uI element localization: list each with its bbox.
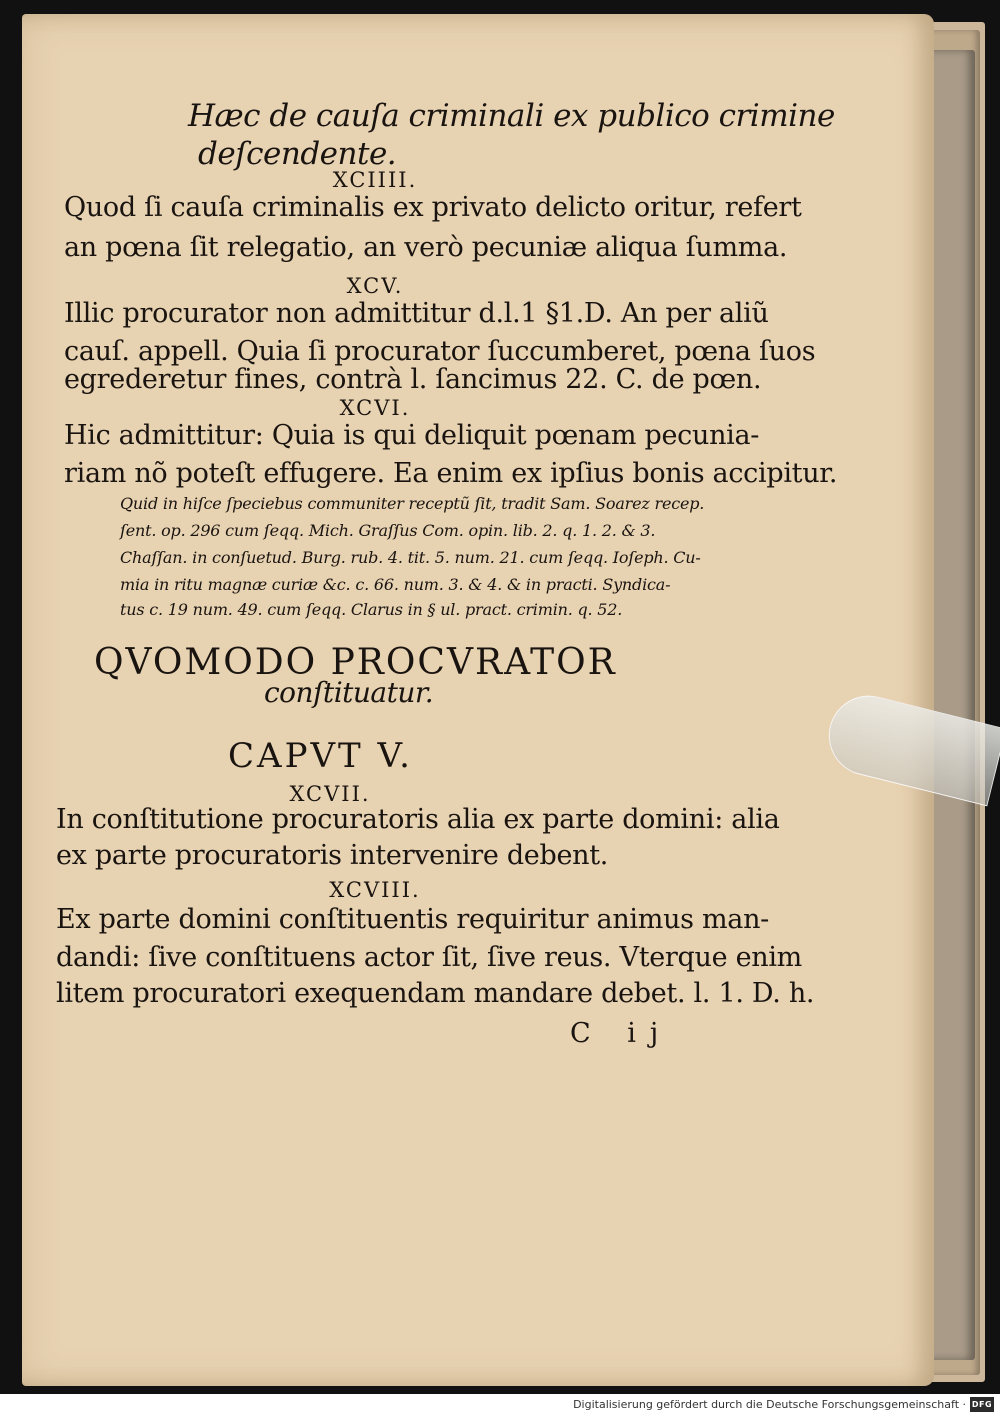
note-line: tus c. 19 num. 49. cum ſeqq. Clarus in § ul. pract. crimin. q. 52. — [120, 600, 623, 619]
note-line: Quid in hiſce ſpeciebus communiter receptũ ſit, tradit Sam. Soarez recep. — [120, 494, 705, 513]
footer-credit: Digitalisierung gefördert durch die Deutsche Forschungsgemeinschaft · — [573, 1398, 966, 1411]
body-line: litem procuratori exequendam mandare debet. l. 1. D. h. — [56, 978, 815, 1009]
footer-bar — [0, 1394, 1000, 1416]
body-line: riam nõ poteſt effugere. Ea enim ex ipſius bonis accipitur. — [64, 458, 838, 489]
body-line: cauſ. appell. Quia ſi procurator ſuccumberet, pœna ſuos — [64, 336, 816, 367]
note-line: ſent. op. 296 cum ſeqq. Mich. Graſſus Com. opin. lib. 2. q. 1. 2. & 3. — [120, 521, 656, 540]
body-line: an pœna ſit relegatio, an verò pecuniæ aliqua ſumma. — [64, 232, 788, 263]
section-numeral: XCVII. — [289, 782, 371, 806]
chapter-subtitle: conſtituatur. — [264, 676, 434, 709]
section-numeral: XCVI. — [339, 396, 411, 420]
section-numeral: XCIIII. — [332, 168, 418, 192]
body-line: ex parte procuratoris intervenire debent. — [56, 840, 609, 871]
body-line: Illic procurator non admittitur d.l.1 §1.D. An per aliũ — [64, 298, 769, 329]
chapter-number: CAPVT V. — [228, 736, 413, 776]
section-numeral: XCVIII. — [329, 878, 421, 902]
body-line: Ex parte domini conſtituentis requiritur animus man- — [56, 904, 770, 935]
note-line: Chaſſan. in conſuetud. Burg. rub. 4. tit. 5. num. 21. cum ſeqq. Ioſeph. Cu- — [120, 548, 701, 567]
body-line: Hic admittitur: Quia is qui deliquit pœnam pecunia- — [64, 420, 760, 451]
chapter-title: QVOMODO PROCVRATOR — [94, 642, 617, 683]
note-line: mia in ritu magnæ curiæ &c. c. 66. num. 3. & 4. & in practi. Syndica- — [120, 575, 671, 594]
body-line: egrederetur fines, contrà l. ſancimus 22. C. de pœn. — [64, 364, 762, 395]
body-line: In conſtitutione procuratoris alia ex parte domini: alia — [56, 804, 780, 835]
signature-mark: C ij — [570, 1018, 673, 1049]
body-line: dandi: ſive conſtituens actor ſit, ſive reus. Vterque enim — [56, 942, 802, 973]
heading-line: Hæc de cauſa criminali ex publico crimine — [188, 98, 835, 134]
heading-line: deſcendente. — [198, 136, 397, 172]
section-numeral: XCV. — [346, 274, 404, 298]
dfg-logo-icon: DFG — [970, 1397, 994, 1412]
body-line: Quod ſi cauſa criminalis ex privato delicto oritur, refert — [64, 192, 802, 223]
